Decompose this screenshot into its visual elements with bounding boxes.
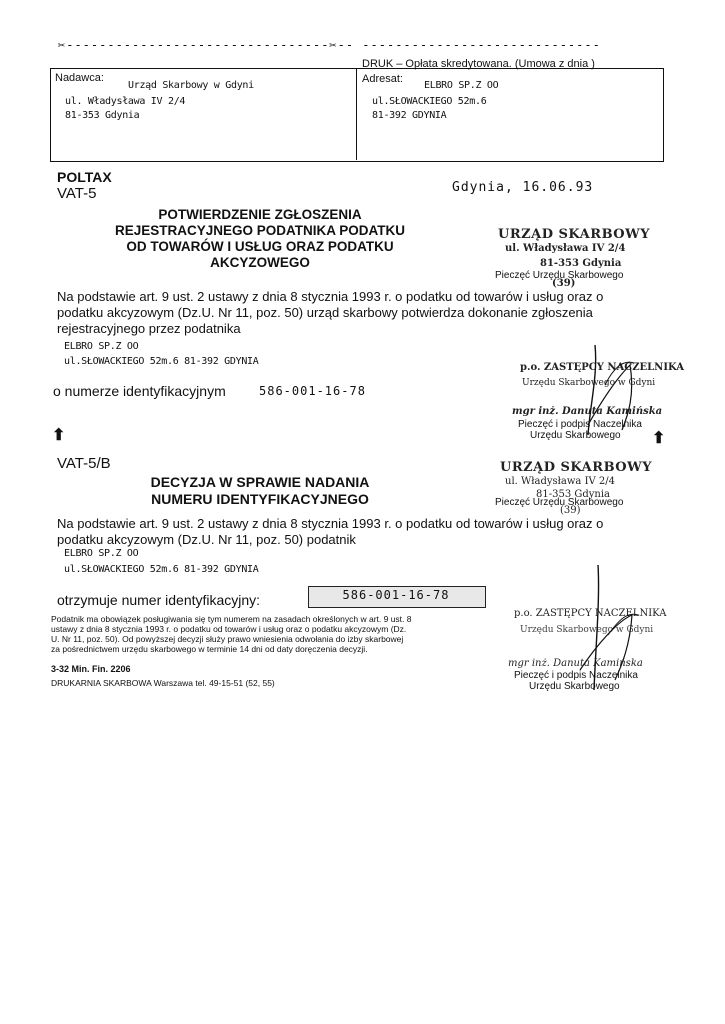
signature2-caption2: Urzędu Skarbowego — [529, 681, 620, 692]
addressee-line1: ELBRO SP.Z OO — [424, 80, 499, 91]
stamp2-line2: ul. Władysława IV 2/4 — [505, 476, 616, 487]
druk-note: DRUK – Opłata skredytowana. (Umowa z dnia ) — [362, 58, 595, 70]
stamp2-caption: Pieczęć Urzędu Skarbowego — [495, 497, 624, 508]
stamp1-line1: URZĄD SKARBOWY — [498, 227, 650, 242]
issue-date: Gdynia, 16.06.93 — [452, 180, 594, 195]
note-line2: ustawy z dnia 8 stycznia 1993 r. o podatku od towarów i usług oraz o podatku akcyzowym (Dz. — [51, 624, 407, 634]
signature2-scribble — [560, 560, 700, 700]
sender-line2: ul. Władysława IV 2/4 — [65, 96, 186, 107]
arrow-left-icon: ⬆ — [52, 427, 66, 444]
id-number-value: 586-001-16-78 — [342, 588, 450, 602]
taxpayer2-line2: ul.SŁOWACKIEGO 52m.6 81-392 GDYNIA — [64, 564, 259, 575]
receives-label: otrzymuje numer identyfikacyjny: — [57, 592, 261, 608]
addressee-line3: 81-392 GDYNIA — [372, 110, 447, 121]
addressee-line2: ul.SŁOWACKIEGO 52m.6 — [372, 96, 487, 107]
form-number: 3-32 Min. Fin. 2206 — [51, 664, 131, 674]
confirmation-title — [90, 207, 430, 271]
vat5-heading: VAT-5 — [57, 185, 97, 202]
signature1-caption1: Pieczęć i podpis Naczelnika — [518, 419, 642, 430]
obligation-note — [51, 614, 481, 654]
stamp1-line2: ul. Władysława IV 2/4 — [505, 243, 626, 254]
stamp1-line4: (39) — [552, 278, 576, 289]
title1-line4: AKCYZOWEGO — [210, 255, 310, 270]
address-box-divider — [356, 68, 357, 160]
stamp1-line3: 81-353 Gdynia — [540, 258, 622, 269]
signature1-line1: p.o. ZASTĘPCY NACZELNIKA — [520, 362, 685, 373]
decision-title — [120, 474, 400, 508]
cut-line: ✂--------------------------------✂-- ----------------------------- — [58, 38, 601, 52]
vat5b-heading: VAT-5/B — [57, 455, 111, 472]
sender-line1: Urząd Skarbowy w Gdyni — [128, 80, 254, 91]
addressee-label: Adresat: — [362, 73, 403, 85]
taxpayer1-line1: ELBRO SP.Z OO — [64, 341, 139, 352]
title1-line2: REJESTRACYJNEGO PODATNIKA PODATKU — [114, 223, 406, 238]
stamp2-line4: (39) — [560, 505, 581, 516]
para2-line1: Na podstawie art. 9 ust. 2 ustawy z dnia 8 stycznia 1993 r. o podatku od towarów i usług oraz o — [57, 516, 604, 531]
stamp2-line1: URZĄD SKARBOWY — [500, 460, 652, 475]
signature1-scribble — [560, 335, 700, 445]
nip-value: 586-001-16-78 — [259, 384, 366, 398]
para1-line2: podatku akcyzowym (Dz.U. Nr 11, poz. 50) urząd skarbowy potwierdza dokonanie zgłoszenia — [57, 305, 593, 320]
sender-label: Nadawca: — [55, 72, 104, 84]
signature2-line2: Urzędu Skarbowego w Gdyni — [520, 625, 654, 635]
arrow-right-icon: ⬆ — [652, 430, 666, 447]
title1-line1: POTWIERDZENIE ZGŁOSZENIA — [158, 207, 362, 222]
nip-label: o numerze identyfikacyjnym — [53, 383, 226, 399]
printer-info: DRUKARNIA SKARBOWA Warszawa tel. 49-15-51 (52, 55) — [51, 678, 275, 688]
stamp1-caption: Pieczęć Urzędu Skarbowego — [495, 270, 624, 281]
taxpayer2-line1: ELBRO SP.Z OO — [64, 548, 139, 559]
note-line4: za pośrednictwem urzędu skarbowego w terminie 14 dni od daty doręczenia decyzji. — [51, 644, 368, 654]
title2-line1: DECYZJA W SPRAWIE NADANIA — [150, 474, 370, 490]
signature1-caption2: Urzędu Skarbowego — [530, 430, 621, 441]
signature2-caption1: Pieczęć i podpis Naczelnika — [514, 670, 638, 681]
note-line1: Podatnik ma obowiązek posługiwania się tym numerem na zasadach określonych w art. 9 ust. 8 — [51, 614, 412, 624]
taxpayer1-line2: ul.SŁOWACKIEGO 52m.6 81-392 GDYNIA — [64, 356, 259, 367]
title2-line2: NUMERU IDENTYFIKACYJNEGO — [151, 491, 369, 507]
signature1-line3: mgr inż. Danuta Kamińska — [512, 406, 663, 417]
signature2-line3: mgr inż. Danuta Kamińska — [508, 658, 643, 669]
signature2-line1: p.o. ZASTĘPCY NACZELNIKA — [514, 608, 667, 619]
poltax-heading: POLTAX — [57, 169, 112, 185]
sender-line3: 81-353 Gdynia — [65, 110, 140, 121]
note-line3: U. Nr 11, poz. 50). Od powyższej decyzji służy prawo wniesienia odwołania do izby skarbowej — [51, 634, 404, 644]
signature1-line2: Urzędu Skarbowego w Gdyni — [522, 378, 656, 388]
title1-line3: OD TOWARÓW I USŁUG ORAZ PODATKU — [126, 239, 394, 254]
para1-line3: rejestracyjnego przez podatnika — [57, 321, 241, 336]
para2-line2: podatku akcyzowym (Dz.U. Nr 11, poz. 50) podatnik — [57, 532, 356, 547]
para1-line1: Na podstawie art. 9 ust. 2 ustawy z dnia 8 stycznia 1993 r. o podatku od towarów i usług oraz o — [57, 289, 604, 304]
stamp2-line3: 81-353 Gdynia — [536, 489, 611, 500]
